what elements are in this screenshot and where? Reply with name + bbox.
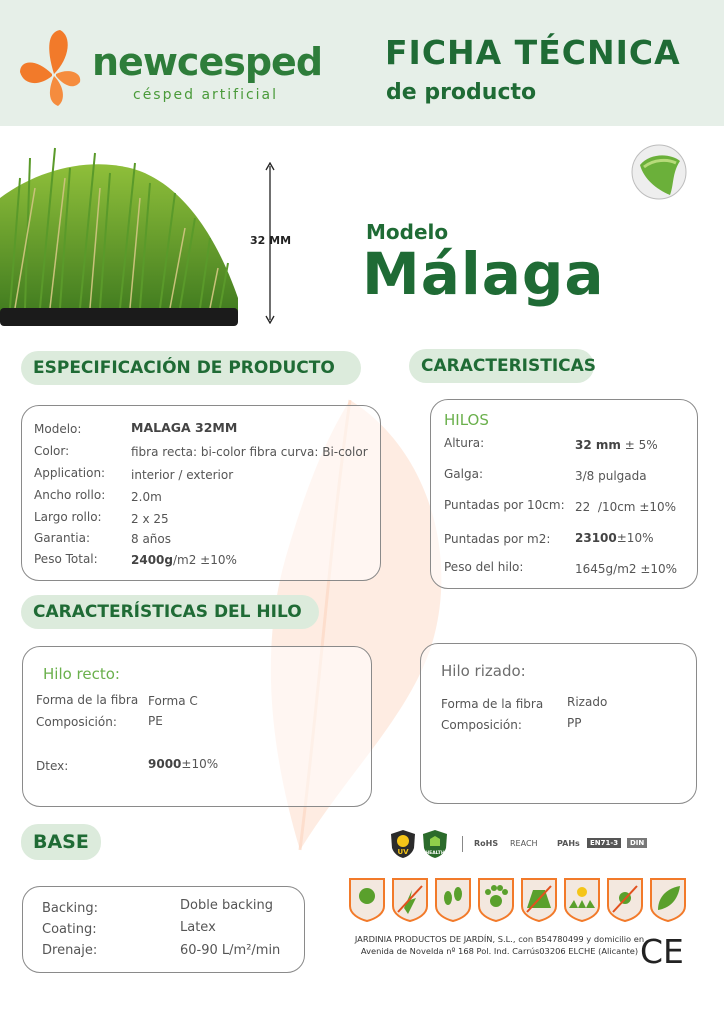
cert-divider (462, 836, 463, 852)
spec-label-modelo: Modelo: (34, 422, 82, 436)
uv-shield-icon (390, 829, 416, 859)
car-value-altura-tol: ± 5% (620, 438, 658, 452)
spec-value-peso-unit: /m2 ±10% (173, 553, 237, 567)
model-name: Málaga (362, 240, 605, 308)
car-label-peso-hilo: Peso del hilo: (444, 560, 524, 574)
recto-value-dtex (148, 757, 218, 771)
spec-value-ancho: 2.0m (131, 490, 162, 504)
non-flammable-badge-icon (393, 879, 427, 921)
no-insects-badge-icon (608, 879, 642, 921)
spec-value-modelo: MALAGA 32MM (131, 420, 238, 435)
car-value-altura (575, 438, 658, 452)
feature-badges-row (345, 876, 690, 922)
spec-value-garantia: 8 años (131, 532, 172, 546)
rohs-label: RoHS (474, 839, 499, 848)
child-safe-badge-icon (350, 879, 384, 921)
rizado-value-forma: Rizado (567, 695, 608, 709)
spec-label-largo: Largo rollo: (34, 510, 102, 524)
car-value-galga: 3/8 pulgada (575, 469, 647, 483)
eco-leaf-badge-icon (651, 879, 685, 921)
recto-label-dtex: Dtex: (36, 759, 69, 773)
spec-label-garantia: Garantia: (34, 531, 90, 545)
base-value-drenaje: 60-90 L/m²/min (180, 943, 281, 958)
health-text: HEALTH (425, 851, 445, 856)
company-line-1: JARDINIA PRODUCTOS DE JARDÍN, S.L., con B54780499 y domicilio en (354, 934, 645, 944)
caracteristicas-box (430, 399, 698, 589)
spec-label-application: Application: (34, 466, 106, 480)
spec-value-peso-number: 2400g (131, 553, 173, 567)
rizado-label-forma: Forma de la fibra (441, 697, 544, 711)
uv-resistant-badge-icon (565, 879, 599, 921)
car-value-peso-hilo: 1645g/m2 ±10% (575, 562, 678, 576)
brand-name: newcesped (92, 40, 323, 84)
recto-value-composicion: PE (148, 714, 163, 728)
spec-value-color: fibra recta: bi-color fibra curva: Bi-color (131, 445, 368, 459)
recto-value-forma: Forma C (148, 694, 198, 708)
en71-label: EN71-3 (587, 838, 621, 848)
hilo-rizado-box (420, 643, 697, 804)
base-box (22, 886, 305, 973)
reach-label: REACH (510, 839, 538, 848)
pahs-label: PAHs (557, 839, 580, 848)
ce-mark: CE (640, 932, 684, 971)
rizado-value-composicion: PP (567, 716, 582, 730)
base-label-backing: Backing: (42, 901, 99, 916)
recto-value-dtex-number: 9000 (148, 757, 182, 771)
height-label: 32 MM (250, 234, 292, 247)
base-label-drenaje: Drenaje: (42, 943, 98, 958)
car-value-puntadas-m2-number: 23100 (575, 531, 617, 545)
hilo-recto-title: Hilo recto: (43, 665, 120, 683)
header-band (0, 0, 724, 126)
spec-value-peso (131, 553, 237, 567)
spec-label-ancho: Ancho rollo: (34, 488, 106, 502)
company-info (352, 933, 647, 957)
spec-box (21, 405, 381, 581)
car-label-altura: Altura: (444, 436, 485, 450)
no-watering-badge-icon (522, 879, 556, 921)
health-shield-icon (422, 829, 448, 859)
hilo-section-title: CARACTERÍSTICAS DEL HILO (21, 595, 319, 629)
grass-leaf-ball-icon (630, 143, 688, 201)
base-section-title: BASE (21, 824, 101, 860)
spec-label-peso: Peso Total: (34, 552, 98, 566)
base-label-coating: Coating: (42, 922, 97, 937)
recto-value-dtex-tol: ±10% (181, 757, 219, 771)
page-title: FICHA TÉCNICA (385, 33, 681, 72)
recto-label-composicion: Composición: (36, 715, 117, 729)
spec-value-application: interior / exterior (131, 468, 234, 482)
hilos-subtitle: HILOS (444, 411, 489, 429)
brand-tagline: césped artificial (133, 87, 279, 103)
model-label: Modelo (366, 220, 449, 244)
car-label-puntadas-m2: Puntadas por m2: (444, 532, 551, 546)
spec-label-color: Color: (34, 444, 70, 458)
butterfly-logo-icon (18, 28, 90, 108)
car-value-altura-number: 32 mm (575, 438, 621, 452)
car-label-puntadas-10cm: Puntadas por 10cm: (444, 498, 565, 512)
footprints-badge-icon (436, 879, 470, 921)
pet-friendly-badge-icon (479, 879, 513, 921)
base-value-backing: Doble backing (180, 898, 273, 913)
recto-label-forma: Forma de la fibra (36, 693, 139, 707)
rizado-label-composicion: Composición: (441, 718, 522, 732)
hilo-recto-box (22, 646, 372, 807)
company-line-2: Avenida de Novelda nº 168 Pol. Ind. Carrús03206 ELCHE (Alicante) (360, 946, 639, 956)
hilo-rizado-title: Hilo rizado: (441, 662, 526, 680)
spec-value-largo: 2 x 25 (131, 512, 169, 526)
car-value-puntadas-m2 (575, 531, 653, 545)
spec-section-title: ESPECIFICACIÓN DE PRODUCTO (21, 351, 361, 385)
car-value-puntadas-10cm: 22 /10cm ±10% (575, 500, 677, 514)
car-label-galga: Galga: (444, 467, 483, 481)
grass-sample-image (0, 138, 240, 328)
page-subtitle: de producto (386, 80, 537, 105)
uv-text: UV (397, 848, 409, 856)
din-label: DIN (627, 838, 647, 848)
car-value-puntadas-m2-tol: ±10% (616, 531, 654, 545)
caracteristicas-section-title: CARACTERISTICAS (409, 349, 594, 383)
base-value-coating: Latex (180, 920, 216, 935)
